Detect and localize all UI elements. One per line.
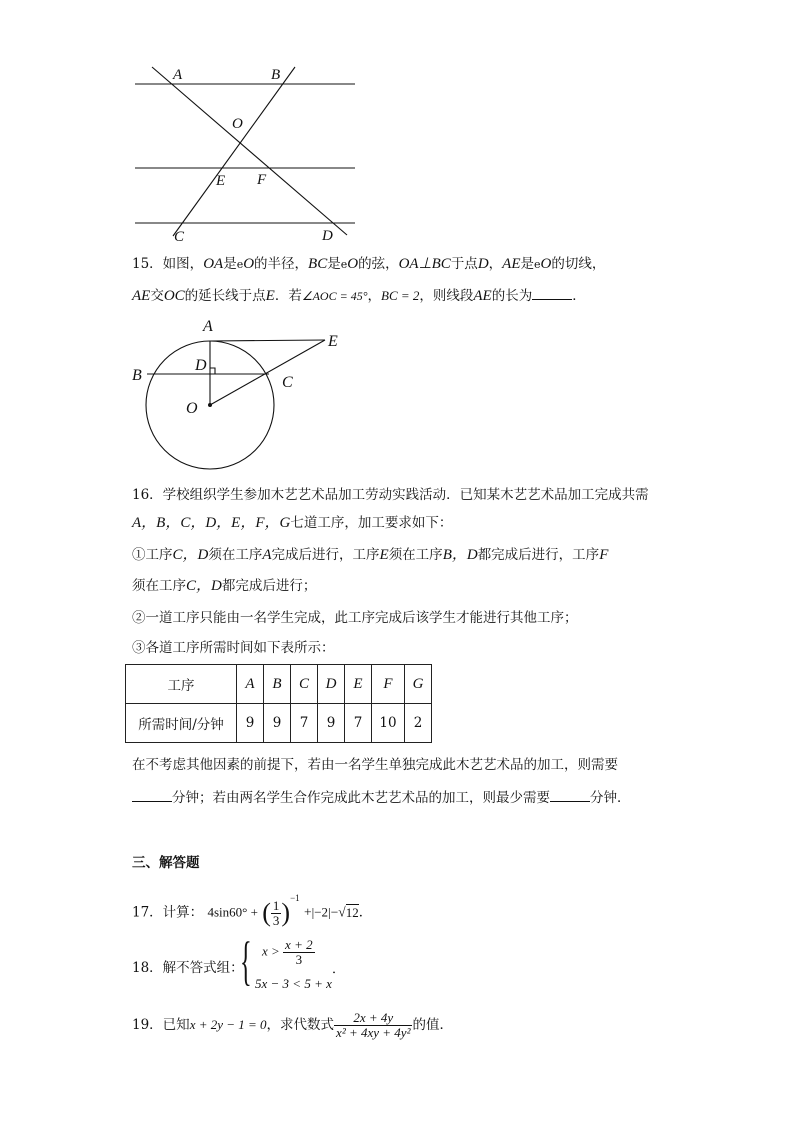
table-cell: 7 bbox=[291, 704, 318, 743]
q19-line: 19．已知x + 2y − 1 = 0，求代数式 $\frac{2x + 4y}{\text{x² + 4xy + 4y²}}$ 的值． bbox=[132, 1010, 453, 1040]
paren-right: ) bbox=[281, 898, 291, 927]
q18-line: 18．解不答式组： bbox=[132, 960, 244, 976]
inequality-2: 5x − 3 < 5 + x bbox=[255, 976, 332, 991]
figure-parallel-lines bbox=[120, 60, 380, 250]
q16-line-3: ①工序C，D须在工序A完成后进行，工序E须在工序B，D都完成后进行，工序F bbox=[132, 547, 609, 563]
q16-line-8: 分钟；若由两名学生合作完成此木艺艺术品的加工，则最少需要 分钟． bbox=[132, 787, 631, 808]
table-cell: C bbox=[291, 665, 318, 704]
label-C: C bbox=[282, 374, 293, 391]
brace: { bbox=[240, 931, 252, 991]
q16-line-5: ②一道工序只能由一名学生完成，此工序完成后该学生才能进行其他工序； bbox=[132, 610, 578, 626]
table-cell: E bbox=[345, 665, 372, 704]
table-header-cell: 工序 bbox=[126, 665, 237, 704]
table-cell: 7 bbox=[345, 704, 372, 743]
q16-line-2: A，B，C，D，E，F，G七道工序，加工要求如下： bbox=[132, 515, 453, 531]
q16-line-7: 在不考虑其他因素的前提下，若由一名学生单独完成此木艺艺术品的加工，则需要 bbox=[132, 757, 618, 773]
table-row bbox=[126, 704, 432, 743]
table-cell: 9 bbox=[264, 704, 291, 743]
answer-blank bbox=[532, 285, 572, 300]
q17-line: 17．计算： 4sin60° + ( $\frac{1}{3}$ )$^{-1}$ +|−2|−√12． bbox=[132, 893, 373, 928]
line-AD bbox=[152, 67, 347, 235]
table-cell: B bbox=[264, 665, 291, 704]
label-O: O bbox=[186, 400, 198, 417]
segment-AE bbox=[210, 340, 325, 341]
radicand: 12 bbox=[345, 904, 359, 920]
label-E: E bbox=[328, 333, 338, 350]
section-title: 三、解答题 bbox=[132, 855, 200, 871]
table-cell: D bbox=[318, 665, 345, 704]
label-D: D bbox=[195, 357, 207, 374]
fraction: $\frac{2x + 4y}{\text{x² + 4xy + 4y²}}$ bbox=[336, 1010, 411, 1040]
label-C: C bbox=[174, 229, 185, 245]
table-cell: F bbox=[372, 665, 405, 704]
label-A: A bbox=[173, 67, 183, 83]
label-B: B bbox=[132, 367, 142, 384]
label-O: O bbox=[232, 116, 243, 132]
label-B: B bbox=[271, 67, 281, 83]
q15-line-2: AE交OC的延长线于点E．若∠AOC = 45°，BC = 2，则线段AE的长为 ． bbox=[132, 285, 586, 306]
circle-symbol: e bbox=[236, 258, 244, 271]
label-D: D bbox=[322, 228, 333, 244]
right-angle-mark bbox=[210, 368, 215, 374]
table-cell: 9 bbox=[318, 704, 345, 743]
table-row bbox=[126, 665, 432, 704]
table-cell: 2 bbox=[405, 704, 432, 743]
answer-blank bbox=[550, 787, 590, 802]
label-A: A bbox=[203, 318, 213, 335]
label-F: F bbox=[257, 172, 267, 188]
inequality-1: x > $\frac{x + 2}{3}$ bbox=[262, 937, 313, 967]
circle-symbol: e bbox=[340, 258, 348, 271]
table-cell: G bbox=[405, 665, 432, 704]
fraction: $\frac{x + 2}{3}$ bbox=[285, 937, 313, 967]
answer-blank bbox=[132, 787, 172, 802]
q15-line-1: 15．如图，OA是eO的半径，BC是eO的弦，OA⊥BC于点D，AE是eO的切线， bbox=[132, 256, 606, 272]
q16-line-4: 须在工序C，D都完成后进行； bbox=[132, 578, 317, 594]
paren-left: ( bbox=[262, 898, 271, 927]
table-cell: 9 bbox=[237, 704, 264, 743]
q16-line-1: 16．学校组织学生参加木艺艺术品加工劳动实践活动．已知某木艺艺术品加工完成共需 bbox=[132, 487, 649, 503]
process-time-table bbox=[125, 664, 432, 743]
figure-circle bbox=[120, 312, 360, 477]
table-cell: A bbox=[237, 665, 264, 704]
line-BC bbox=[173, 67, 295, 236]
inequality-system: { x > $\frac{x + 2}{3}$ 5x − 3 < 5 + x ． bbox=[240, 931, 346, 991]
circle-symbol: e bbox=[533, 258, 541, 271]
sqrt-sign: √ bbox=[338, 904, 346, 920]
segment-OE bbox=[210, 340, 325, 405]
q16-line-6: ③各道工序所需时间如下表所示： bbox=[132, 640, 335, 656]
center-point bbox=[208, 403, 212, 407]
abs-value: |−2| bbox=[311, 904, 331, 920]
table-header-cell: 所需时间/分钟 bbox=[126, 704, 237, 743]
table-cell: 10 bbox=[372, 704, 405, 743]
fraction: $\frac{1}{3}$ bbox=[272, 897, 280, 928]
label-E: E bbox=[216, 173, 226, 189]
